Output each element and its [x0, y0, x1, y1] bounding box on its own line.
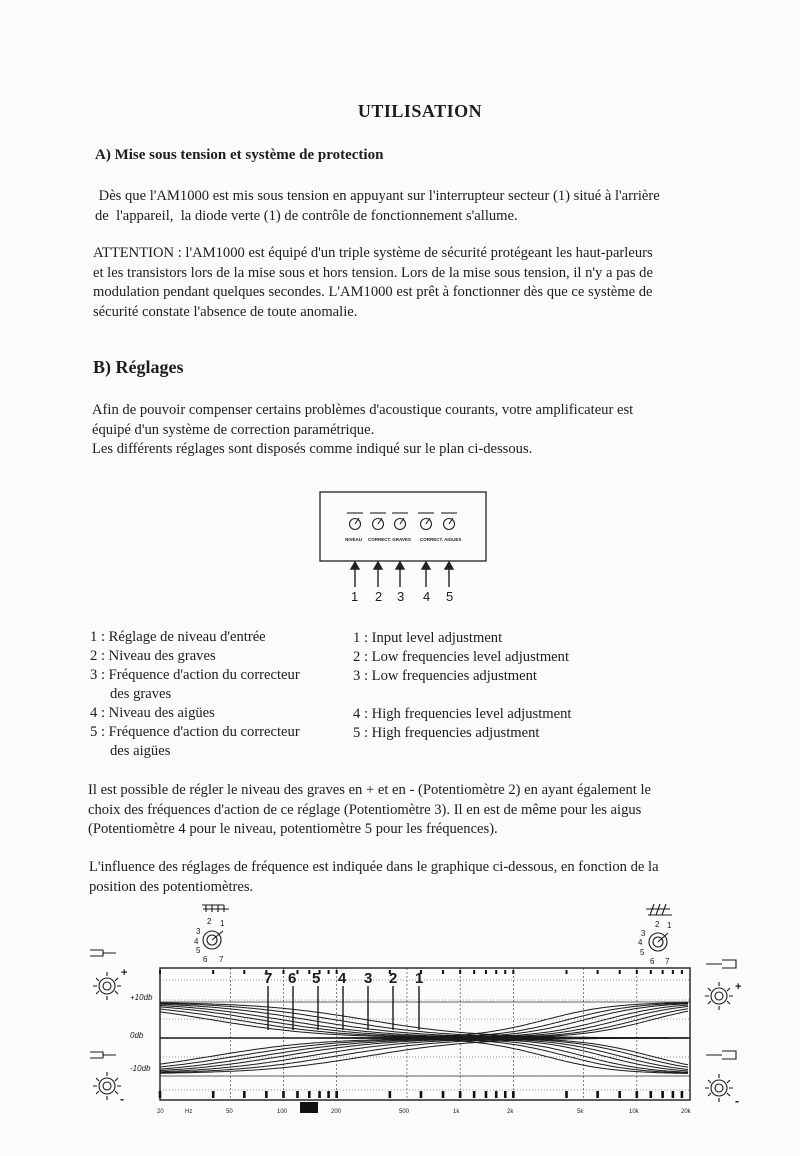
scale-mark: 1	[667, 921, 672, 930]
scale-mark: 2	[655, 920, 660, 929]
page-title: UTILISATION	[357, 101, 483, 121]
panel-label: CORRECT. GRAVES	[368, 537, 411, 542]
bass-level-minus-icon	[90, 1052, 121, 1100]
x-label: 20	[157, 1109, 164, 1115]
ruler-tick	[650, 1091, 653, 1098]
scale-mark: 3	[196, 927, 201, 936]
text-line: Il est possible de régler le niveau des graves en + et en - (Potentiomètre 2) en ayant également le	[88, 782, 651, 798]
x-label: 2k	[507, 1109, 514, 1115]
ruler-tick	[681, 1091, 684, 1098]
response-curves	[160, 1003, 690, 1074]
ruler-tick	[265, 1091, 268, 1098]
list-item-continuation: des graves	[110, 686, 172, 702]
ruler-tick	[243, 970, 245, 974]
text-line: de l'appareil, la diode verte (1) de contrôle de fonctionnement s'allume.	[95, 207, 518, 224]
ruler-tick	[619, 970, 621, 974]
ruler-tick	[327, 1091, 330, 1098]
list-item: 3 : Fréquence d'action du correcteur	[90, 667, 300, 683]
ruler-tick	[662, 970, 664, 974]
knob-number: 1	[351, 589, 359, 604]
curve-number: 2	[389, 970, 398, 987]
list-item: 5 : High frequencies adjustment	[353, 725, 540, 741]
scale-mark: 4	[638, 938, 643, 947]
treble-level-plus-icon	[705, 960, 736, 1010]
ruler-tick	[459, 970, 461, 974]
ruler-tick	[243, 1091, 246, 1098]
scale-mark: 6	[650, 957, 655, 966]
x-label: Hz	[185, 1109, 193, 1115]
list-item: 5 : Fréquence d'action du correcteur	[90, 724, 300, 740]
scale-mark: 3	[641, 929, 646, 938]
list-item: 4 : Niveau des aigües	[90, 705, 215, 721]
knob-scale	[194, 917, 225, 964]
ruler-tick	[485, 970, 487, 974]
plus-sign: +	[735, 981, 742, 993]
ruler-tick	[566, 970, 568, 974]
curve-number: 6	[288, 970, 297, 987]
ruler-tick	[495, 970, 497, 974]
response-curve	[160, 1038, 688, 1072]
list-item: 2 : Low frequencies level adjustment	[353, 649, 569, 665]
x-label: 20k	[681, 1109, 691, 1115]
text-line: ATTENTION : l'AM1000 est équipé d'un triple système de sécurité protégeant les haut-parleurs	[93, 245, 653, 261]
x-label: 50	[226, 1109, 233, 1115]
ruler-tick	[389, 1091, 392, 1098]
ruler-tick	[442, 970, 444, 974]
scale-marker	[300, 1102, 318, 1113]
ruler-tick	[212, 970, 214, 974]
text-line: L'influence des réglages de fréquence est indiquée dans le graphique ci-dessous, en fonction de la	[89, 859, 659, 875]
list-item-continuation: des aigües	[110, 743, 171, 759]
list-item: 1 : Réglage de niveau d'entrée	[90, 629, 266, 645]
section-b-heading: B) Réglages	[93, 357, 184, 377]
ruler-tick	[596, 1091, 599, 1098]
y-axis-labels	[130, 993, 153, 1073]
scale-mark: 2	[207, 917, 212, 926]
y-label: -10db	[130, 1064, 151, 1073]
knob-number: 2	[375, 589, 383, 604]
scale-mark: 1	[220, 919, 225, 928]
x-label: 100	[277, 1109, 288, 1115]
ruler-tick	[495, 1091, 498, 1098]
ruler-tick	[512, 1091, 515, 1098]
ruler-tick	[473, 1091, 476, 1098]
scale-mark: 7	[219, 955, 224, 964]
scale-mark: 5	[640, 948, 645, 957]
x-axis-labels	[157, 1109, 692, 1115]
y-label: 0db	[130, 1031, 144, 1040]
list-item: 3 : Low frequencies adjustment	[353, 668, 537, 684]
ruler-tick	[618, 1091, 621, 1098]
curve-markers	[268, 986, 419, 1030]
x-label: 200	[331, 1109, 342, 1115]
ruler-tick	[650, 970, 652, 974]
bass-level-plus-icon	[90, 950, 121, 1000]
text-line: Afin de pouvoir compenser certains problèmes d'acoustique courants, votre amplificateur est	[92, 402, 634, 418]
panel-label: CORRECT. AIGUES	[420, 537, 462, 542]
ruler-tick	[485, 1091, 488, 1098]
text-line: Les différents réglages sont disposés comme indiqué sur le plan ci-dessous.	[92, 441, 533, 457]
ruler-tick	[296, 970, 298, 974]
list-item: 4 : High frequencies level adjustment	[353, 706, 572, 722]
text-line: équipé d'un système de correction paramétrique.	[92, 421, 375, 438]
ruler-tick	[212, 1091, 215, 1098]
curve-number: 1	[415, 970, 424, 987]
response-curve	[160, 1007, 688, 1039]
text-line: (Potentiomètre 4 pour le niveau, potentiomètre 5 pour les fréquences).	[88, 821, 498, 837]
list-item: 1 : Input level adjustment	[353, 630, 503, 646]
scale-mark: 4	[194, 937, 199, 946]
text-line: sécurité constate l'absence de toute anomalie.	[93, 303, 358, 320]
ruler-tick	[681, 970, 683, 974]
ruler-tick	[442, 1091, 445, 1098]
ruler-tick	[420, 1091, 423, 1098]
treble-level-minus-icon	[705, 1051, 736, 1102]
bass-frequency-knob-icon	[202, 905, 229, 949]
response-curve	[160, 1004, 688, 1038]
ruler-tick	[636, 970, 638, 974]
ruler-tick	[672, 1091, 675, 1098]
x-label: 5k	[577, 1109, 584, 1115]
text-line: choix des fréquences d'action de ce réglage (Potentiomètre 3). Il en est de même pour les aigus	[88, 801, 642, 818]
ruler-tick	[459, 1091, 462, 1098]
list-item: 2 : Niveau des graves	[90, 648, 216, 664]
scale-mark: 6	[203, 955, 208, 964]
curve-number: 3	[364, 970, 373, 987]
curve-number: 7	[264, 970, 273, 987]
text-line: et les transistors lors de la mise sous et hors tension. Lors de la mise sous tension, il n'y a pas de	[93, 264, 653, 281]
text-line: modulation pendant quelques secondes. L'AM1000 est prêt à fonctionner dès que ce système de	[93, 284, 653, 300]
ruler-tick	[282, 1091, 285, 1098]
plus-sign: +	[121, 967, 128, 979]
ruler-tick	[328, 970, 330, 974]
ruler-tick	[282, 970, 284, 974]
knob-number: 5	[446, 589, 454, 604]
ruler-tick	[504, 1091, 507, 1098]
panel-label: NIVEAU	[345, 537, 363, 542]
ruler-tick	[636, 1091, 639, 1098]
ruler-tick	[308, 970, 310, 974]
ruler-tick	[597, 970, 599, 974]
ruler-tick	[565, 1091, 568, 1098]
ruler-tick	[504, 970, 506, 974]
text-line: position des potentiomètres.	[89, 878, 254, 895]
scale-mark: 5	[196, 946, 201, 955]
ruler-tick	[661, 1091, 664, 1098]
minus-sign: -	[120, 1092, 124, 1106]
minus-sign: -	[735, 1094, 739, 1108]
scale-mark: 7	[665, 957, 670, 966]
ruler-tick	[318, 1091, 321, 1098]
text-line: Dès que l'AM1000 est mis sous tension en appuyant sur l'interrupteur secteur (1) situé à l'arrière	[95, 188, 660, 204]
ruler-tick	[473, 970, 475, 974]
ruler-tick	[308, 1091, 311, 1098]
curve-number: 4	[338, 970, 347, 987]
y-label: +10db	[130, 993, 153, 1002]
response-curve	[160, 1004, 688, 1038]
knob-number: 3	[397, 589, 405, 604]
knob-number: 4	[423, 589, 431, 604]
x-label: 500	[399, 1109, 410, 1115]
response-curve	[160, 1038, 688, 1072]
curve-number: 5	[312, 970, 321, 987]
curve-numbers	[264, 970, 423, 987]
ruler-tick	[335, 1091, 338, 1098]
ruler-tick	[672, 970, 674, 974]
x-label: 1k	[453, 1109, 460, 1115]
ruler-tick	[512, 970, 514, 974]
response-curve	[160, 1038, 688, 1070]
ruler-tick	[296, 1091, 299, 1098]
x-label: 10k	[629, 1109, 639, 1115]
section-a-heading: A) Mise sous tension et système de protection	[95, 147, 384, 163]
